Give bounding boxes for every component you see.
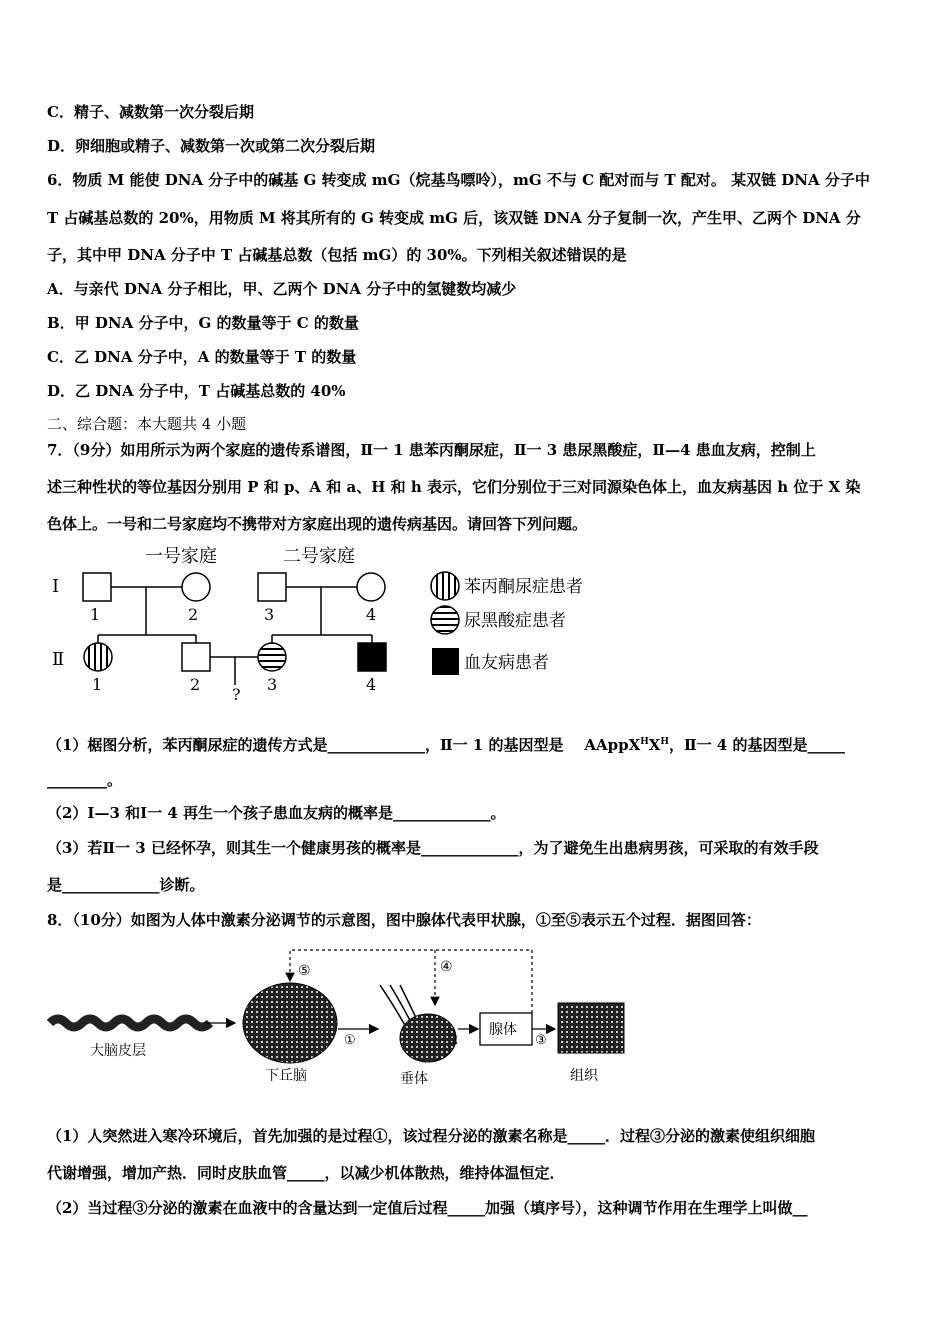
q6-option-a: A．与亲代 DNA 分子相比，甲、乙两个 DNA 分子中的氢键数均减少 bbox=[47, 280, 517, 298]
generation-1-label: Ⅰ bbox=[52, 576, 60, 597]
legend-hemophilia-symbol bbox=[432, 648, 459, 675]
i4-female bbox=[357, 573, 385, 601]
family-1-label: 一号家庭 bbox=[145, 546, 217, 567]
genotype-ii1: $AAppX^HX^H$ bbox=[584, 736, 669, 754]
process-5-label: ⑤ bbox=[298, 963, 311, 979]
generation-2-label: Ⅱ bbox=[52, 649, 65, 670]
legend-alkaptonuria-label: 尿黑酸症患者 bbox=[464, 611, 566, 631]
family-2-label: 二号家庭 bbox=[283, 546, 355, 567]
q7-stem-line-2: 述三种性状的等位基因分别用 P 和 p、A 和 a、H 和 h 表示，它们分别位于三对同源染色体上，血友病基因 h 位于 X 染 bbox=[47, 478, 861, 496]
hormone-regulation-diagram bbox=[40, 945, 640, 1095]
ii4-male-hemophilia bbox=[358, 643, 386, 671]
q6-option-c: C．乙 DNA 分子中，A 的数量等于 T 的数量 bbox=[47, 348, 357, 366]
q6-option-d: D．乙 DNA 分子中，T 占碱基总数的 40% bbox=[47, 382, 346, 400]
q6-stem-line-3: 子，其中甲 DNA 分子中 T 占碱基总数（包括 mG）的 30%。下列相关叙述错误的是 bbox=[47, 246, 627, 264]
q7-stem-line-1: 7．（9分）如用所示为两个家庭的遗传系谱图，Ⅱ一 1 患苯丙酮尿症，Ⅱ一 3 患尿黑酸症，Ⅱ—4 患血友病，控制上 bbox=[47, 441, 816, 459]
ii3-number: 3 bbox=[267, 675, 278, 694]
q5-option-c: C．精子、减数第一次分裂后期 bbox=[47, 103, 254, 121]
tissue-shape bbox=[558, 1003, 624, 1053]
process-1-label: ① bbox=[344, 1033, 356, 1048]
hypothalamus-label: 下丘脑 bbox=[265, 1068, 307, 1084]
i3-number: 3 bbox=[264, 605, 275, 624]
legend-hemophilia-label: 血友病患者 bbox=[464, 653, 549, 673]
i1-number: 1 bbox=[90, 605, 101, 624]
process-4-label: ④ bbox=[440, 959, 453, 975]
q6-option-b: B．甲 DNA 分子中，G 的数量等于 C 的数量 bbox=[47, 314, 359, 332]
process-2-label: 2 bbox=[450, 1033, 459, 1048]
hypothalamus-shape bbox=[243, 983, 337, 1063]
q6-stem-line-1: 6．物质 M 能使 DNA 分子中的碱基 G 转变成 mG（烷基鸟嘌呤），mG 不与 C 配对而与 T 配对。 某双链 DNA 分子中 bbox=[47, 171, 870, 189]
i3-male bbox=[258, 573, 286, 601]
legend-alkaptonuria-symbol bbox=[431, 606, 459, 634]
ii3-female-alkaptonuria bbox=[258, 643, 286, 671]
ii2-male bbox=[182, 643, 210, 671]
legend-pku-symbol bbox=[431, 572, 459, 600]
q8-part-2: （2）当过程③分泌的激素在血液中的含量达到一定值后过程_____加强（填序号），这种调节作用在生理学上叫做__ bbox=[47, 1199, 808, 1217]
pedigree-figure bbox=[40, 540, 600, 710]
tissue-label: 组织 bbox=[570, 1068, 598, 1084]
q6-stem-line-2: T 占碱基总数的 20%，用物质 M 将其所有的 G 转变成 mG 后，该双链 DNA 分子复制一次，产生甲、乙两个 DNA 分 bbox=[47, 209, 861, 227]
q7-part-1-line-1: （1）椐图分析，苯丙酮尿症的遗传方式是_____________，Ⅱ一 1 的基因型是 $AAppX^HX^H$，Ⅱ一 4 的基因型是_____ bbox=[47, 736, 845, 754]
q7-part-2: （2）Ⅰ—3 和Ⅰ一 4 再生一个孩子患血友病的概率是_____________。 bbox=[47, 804, 506, 822]
ii4-number: 4 bbox=[366, 675, 377, 694]
q7-part-3-line-2: 是_____________诊断。 bbox=[47, 876, 205, 894]
i1-male bbox=[83, 573, 111, 601]
q5-option-d: D．卵细胞或精子、减数第一次或第二次分裂后期 bbox=[47, 137, 376, 155]
i2-female bbox=[182, 573, 210, 601]
q7-stem-line-3: 色体上。一号和二号家庭均不携带对方家庭出现的遗传病基因。请回答下列问题。 bbox=[47, 515, 588, 533]
q7-part-3-line-1: （3）若Ⅱ一 3 已经怀孕，则其生一个健康男孩的概率是_____________，为了避免生出患病男孩，可采取的有效手段 bbox=[47, 839, 819, 857]
gland-label: 腺体 bbox=[489, 1022, 517, 1038]
q8-part-1-line-1: （1）人突然进入寒冷环境后，首先加强的是过程①，该过程分泌的激素名称是_____．过程③分泌的激素使组织细胞 bbox=[47, 1127, 815, 1145]
q8-stem: 8．（10分）如图为人体中激素分泌调节的示意图，图中腺体代表甲状腺，①至⑤表示五个过程．据图回答： bbox=[47, 911, 761, 929]
pituitary-shape bbox=[400, 1014, 459, 1062]
ii1-number: 1 bbox=[92, 675, 103, 694]
legend-pku-label: 苯丙酮尿症患者 bbox=[464, 577, 583, 597]
unknown-child: ? bbox=[232, 685, 241, 704]
section-heading: 二、综合题：本大题共 4 小题 bbox=[47, 415, 247, 433]
cerebral-cortex-label: 大脑皮层 bbox=[90, 1043, 146, 1059]
pituitary-label: 垂体 bbox=[400, 1071, 428, 1087]
q8-part-1-line-2: 代谢增强，增加产热．同时皮肤血管_____，以减少机体散热，维持体温恒定． bbox=[47, 1164, 565, 1182]
i4-number: 4 bbox=[366, 605, 377, 624]
ii2-number: 2 bbox=[190, 675, 201, 694]
cerebral-cortex-shape bbox=[50, 1019, 210, 1027]
i2-number: 2 bbox=[188, 605, 199, 624]
q7-part-1-line-2: ________。 bbox=[47, 771, 123, 789]
process-3-label: ③ bbox=[535, 1033, 547, 1048]
ii1-female-pku bbox=[84, 643, 112, 671]
